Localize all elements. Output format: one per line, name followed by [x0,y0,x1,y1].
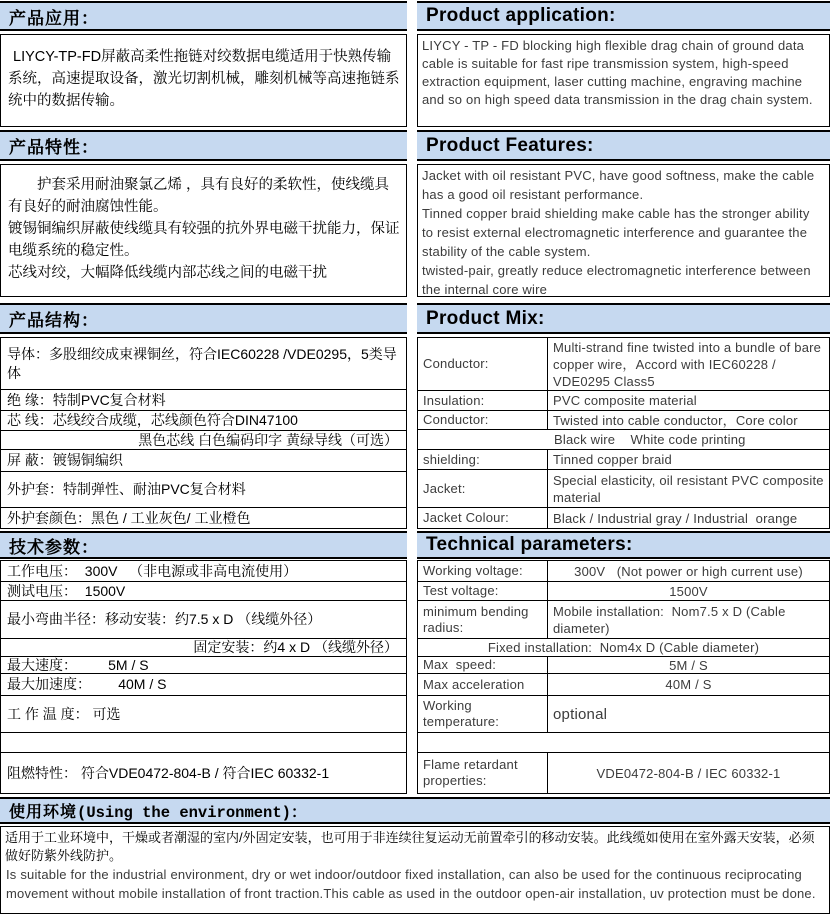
table-row [418,733,829,753]
table-row: Black wire White code printing [418,430,829,450]
table-row [418,753,829,793]
row-label: shielding: [418,450,548,469]
environment-body-box [0,826,830,914]
row-value: VDE0472-804-B / IEC 60332-1 [596,765,781,781]
row-label: Max acceleration [418,674,548,695]
row-label: Working voltage: [418,561,548,581]
table-row: 阻燃特性： 符合VDE0472-804-B / 符合IEC 60332-1 [7,764,330,781]
features-header-en [417,130,830,161]
environment-text-cn: 适用于工业环境中，干燥或者潮湿的室内/外固定安装，也可用于非连续往复运动无前置牵引的移动安装。此线缆如使用在室外露天安装，必须做好防紫外线防护。 [5,830,815,863]
environment-title-en: (Using the environment)： [77,803,307,822]
row-label: Jacket Colour: [418,508,548,528]
row-value: 300V (Not power or high current use) [574,563,803,579]
application-text-cn: LIYCY-TP-FD屏蔽高柔性拖链对绞数据电缆适用于快熟传输系统，高速提取设备，激光切割机械，雕刻机械等高速拖链系统中的数据传输。 [8,49,400,109]
features-en-paragraph: Tinned copper braid shielding make cable has the stronger ability to resist external electromagnetic interference and guarantee the stability of the cable system. [422,206,810,259]
table-row [418,470,829,508]
application-title-cn: 产品应用： [9,8,99,28]
environment-text-en: Is suitable for the industrial environment, dry or wet indoor/outdoor fixed installation, can also be used for the continuous reciprocating movement without mobile installation of front traction.This cable as used in the outdoor open-air installation, uv protection must be done. [6,867,816,901]
row-value: optional [553,705,608,723]
tech-header-cn [0,531,407,559]
row-label: Insulation: [418,391,548,410]
table-row: 芯 线：芯线绞合成缆，芯线颜色符合DIN47100 [1,411,406,431]
table-row [418,391,829,411]
features-text-en [418,165,829,297]
mix-header-cn [0,303,407,334]
row-value: 5M / S [669,657,708,673]
table-row [418,601,829,639]
mix-title-cn: 产品结构： [9,311,99,330]
row-value: Mobile installation: Nom7.5 x D (Cable diameter) [553,603,790,636]
row-label: Test voltage: [418,582,548,600]
application-text-en: LIYCY - TP - FD blocking high flexible drag chain of ground data cable is suitable for fast ripe transmission system, high-speed extraction equipment, laser cutting machine, engraving machine and so on high speed data transmission in the drag chain system. [422,38,813,107]
tech-title-cn: 技术参数： [9,537,99,557]
table-row: 固定安装：约4 x D （线缆外径） [1,639,406,657]
mix-table-en [417,337,830,529]
row-label: Working temperature: [418,696,548,732]
table-row: 工作电压： 300V （非电源或非高电流使用） [1,561,406,582]
row-value: Black / Industrial gray / Industrial orange [553,510,798,526]
features-en-paragraph: Jacket with oil resistant PVC, have good softness, make the cable has a good oil resistant performance. [422,168,815,202]
features-cn-paragraph: 镀锡铜编织屏蔽使线缆具有较强的抗外界电磁干扰能力，保证电缆系统的稳定性。 [8,221,400,259]
features-cn-paragraph: 芯线对绞，大幅降低线缆内部芯线之间的电磁干扰 [8,265,327,281]
table-row [418,674,829,696]
features-en-paragraph: twisted-pair, greatly reduce electromagnetic interference between the internal core wire [422,263,811,297]
table-row [418,338,829,391]
table-row: 黑色芯线 白色编码印字 黄绿导线（可选） [1,431,406,450]
features-cn-paragraph: 护套采用耐油聚氯乙烯 ，具有良好的柔软性，使线缆具有良好的耐油腐蚀性能。 [8,177,390,215]
table-row: 最小弯曲半径：移动安装：约7.5 x D （线缆外径） [1,601,406,639]
table-row: 测试电压： 1500V [1,582,406,601]
row-label: minimum bending radius: [418,601,548,638]
table-row: 最大速度： 5M / S [1,657,406,674]
features-text-cn [1,165,406,284]
tech-table-cn [0,560,407,794]
table-row: Fixed installation: Nom4x D (Cable diameter) [418,639,829,657]
table-row: 工 作 温 度： 可选 [1,696,406,733]
row-value: Multi-strand fine twisted into a bundle of bare copper wire，Accord with IEC60228 / VDE0295 Class5 [553,339,825,389]
table-row: 外护套颜色：黑色 / 工业灰色/ 工业橙色 [7,509,251,526]
features-header-cn [0,130,407,161]
table-row: 导体：多股细绞成束裸铜丝，符合IEC60228 /VDE0295，5类导体 [1,338,406,390]
application-body-box-en [417,34,830,127]
table-row: 外护套：特制弹性、耐油PVC复合材料 [1,472,406,508]
row-label: Max speed: [418,657,548,673]
table-row: 最大加速度： 40M / S [1,674,406,696]
table-row [418,450,829,470]
row-value: 1500V [669,583,708,599]
application-header-en [417,1,830,31]
tech-table-en [417,560,830,794]
row-value: PVC composite material [553,393,697,408]
features-body-box-cn [0,164,407,297]
row-label: Conductor: [418,338,548,390]
row-label: Flame retardant properties: [418,753,548,793]
tech-header-en [417,531,830,559]
application-header-cn [0,1,407,31]
features-title-cn: 产品特性： [9,138,99,157]
application-title-en: Product application: [426,5,616,26]
row-value: Twisted into cable conductor，Core color [553,412,798,428]
mix-header-en [417,303,830,334]
mix-table-cn [0,337,407,529]
row-value: Tinned copper braid [553,452,672,467]
mix-title-en: Product Mix: [426,307,545,329]
row-label: Jacket: [418,470,548,507]
row-value: Special elasticity, oil resistant PVC composite material [553,472,828,505]
table-row [418,561,829,582]
environment-title-cn: 使用环境 [9,804,78,821]
row-value: 40M / S [665,677,712,692]
table-row [418,508,829,528]
environment-header [0,797,830,824]
features-body-box-en [417,164,830,297]
application-body-box-cn [0,34,407,127]
table-row [418,411,829,430]
table-row: 屏 蔽：镀锡铜编织 [1,450,406,472]
table-row [1,733,406,753]
features-title-en: Product Features: [426,134,594,156]
row-label: Conductor: [418,411,548,429]
table-row: 绝 缘：特制PVC复合材料 [1,390,406,411]
table-row [418,657,829,674]
table-row [418,582,829,601]
tech-title-en: Technical parameters: [426,534,633,555]
table-row [418,696,829,733]
